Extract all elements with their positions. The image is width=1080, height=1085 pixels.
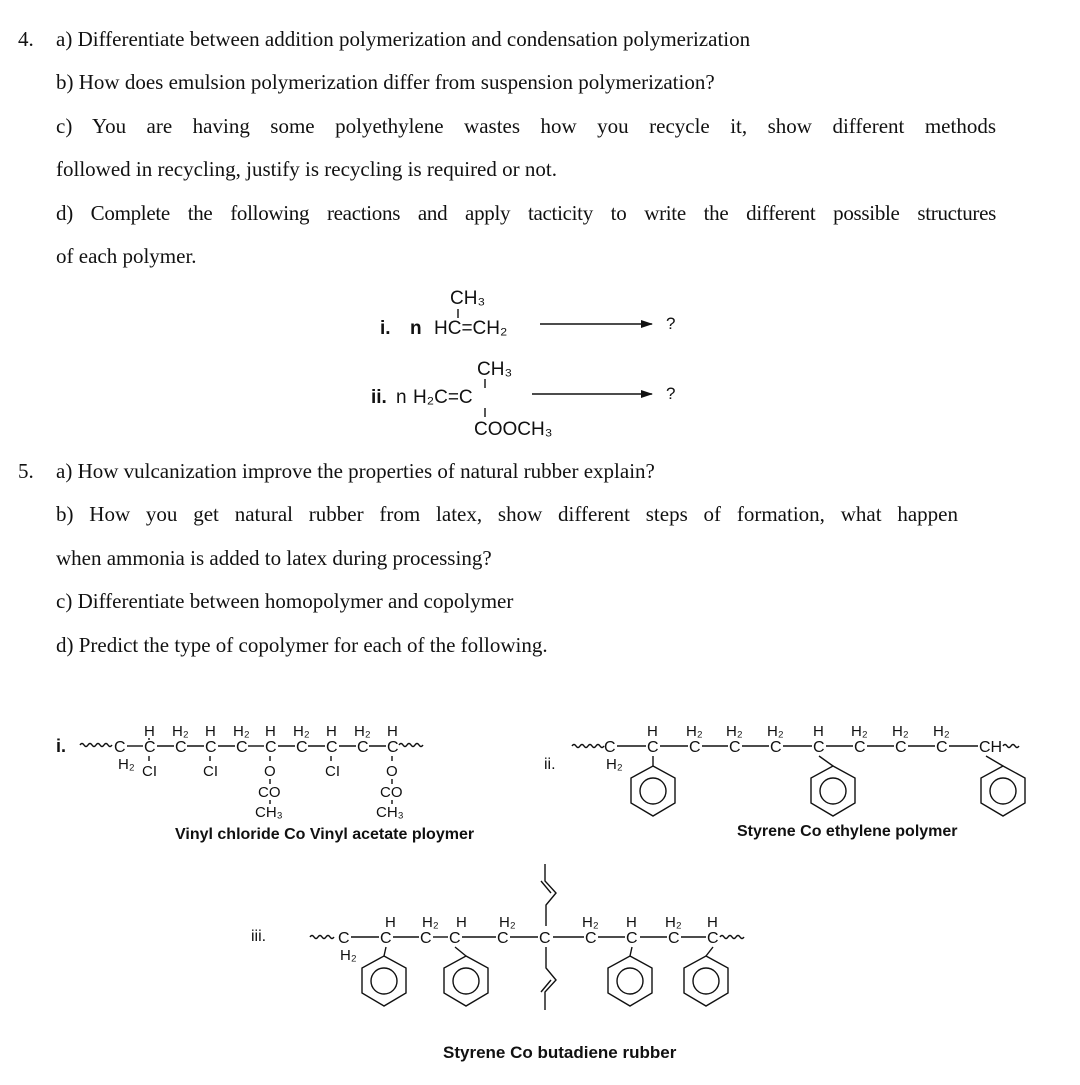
svg-text:CI: CI — [142, 763, 157, 780]
reaction-i-n: n — [410, 318, 422, 339]
svg-text:H: H — [265, 723, 276, 740]
svg-text:H: H — [626, 914, 637, 931]
svg-text:H₂: H₂ — [499, 914, 516, 931]
question-4d-line-1: d) Complete the following reactions and apply tacticity to write the different possible structures — [56, 201, 996, 225]
reaction-i-product: ? — [666, 314, 676, 333]
svg-text:CO: CO — [258, 784, 281, 801]
structure-i-caption: Vinyl chloride Co Vinyl acetate ploymer — [175, 826, 475, 843]
svg-text:C: C — [357, 739, 369, 756]
svg-text:C: C — [326, 739, 338, 756]
reaction-ii-monomer: H₂C=C — [413, 387, 473, 408]
svg-text:C: C — [497, 930, 509, 947]
svg-text:C: C — [265, 739, 277, 756]
svg-text:H: H — [647, 723, 658, 740]
svg-text:CI: CI — [203, 763, 218, 780]
svg-text:H: H — [707, 914, 718, 931]
svg-text:H₂: H₂ — [665, 914, 682, 931]
question-4-number: 4. — [18, 27, 34, 51]
svg-text:C: C — [420, 930, 432, 947]
svg-text:C: C — [626, 930, 638, 947]
svg-text:H₂: H₂ — [933, 723, 950, 740]
structure-iii-caption: Styrene Co butadiene rubber — [443, 1043, 677, 1062]
svg-text:H: H — [456, 914, 467, 931]
question-4d-line-2: of each polymer. — [56, 244, 197, 268]
svg-text:H₂: H₂ — [293, 723, 310, 740]
svg-text:H: H — [205, 723, 216, 740]
question-5b-line-2: when ammonia is added to latex during processing? — [56, 546, 492, 570]
svg-text:H₂: H₂ — [422, 914, 439, 931]
reaction-ii-label: ii. — [371, 387, 387, 408]
svg-text:C: C — [668, 930, 680, 947]
svg-text:H₂: H₂ — [340, 947, 357, 964]
svg-text:C: C — [813, 739, 825, 756]
svg-text:H₂: H₂ — [851, 723, 868, 740]
question-4a-text: a) Differentiate between addition polymerization and condensation polymerization — [56, 27, 751, 51]
svg-text:C: C — [936, 739, 948, 756]
svg-text:C: C — [387, 739, 399, 756]
reaction-ii-n: n — [396, 387, 407, 408]
svg-text:C: C — [380, 930, 392, 947]
reaction-i-monomer: HC=CH₂ — [434, 318, 508, 339]
svg-text:H₂: H₂ — [726, 723, 743, 740]
svg-text:C: C — [729, 739, 741, 756]
structure-ii-label: ii. — [544, 756, 556, 773]
svg-text:C: C — [205, 739, 217, 756]
reaction-ii-methyl: CH₃ — [477, 359, 513, 380]
reaction-ii — [371, 359, 675, 440]
svg-text:C: C — [854, 739, 866, 756]
reaction-i — [380, 288, 675, 339]
structure-i — [56, 723, 474, 843]
svg-text:H₂: H₂ — [582, 914, 599, 931]
question-4c-line-1: c) You are having some polyethylene wastes how you recycle it, show different methods — [56, 114, 996, 138]
svg-text:C: C — [296, 739, 308, 756]
question-5d-text: d) Predict the type of copolymer for each of the following. — [56, 633, 548, 657]
structure-iii — [251, 864, 744, 1062]
structure-iii-label: iii. — [251, 928, 267, 945]
svg-text:H: H — [144, 723, 155, 740]
svg-text:C: C — [449, 930, 461, 947]
svg-text:C: C — [770, 739, 782, 756]
question-5a-text: a) How vulcanization improve the properties of natural rubber explain? — [56, 459, 655, 483]
question-5c-text: c) Differentiate between homopolymer and copolymer — [56, 589, 514, 613]
svg-text:H₂: H₂ — [233, 723, 250, 740]
svg-text:C: C — [647, 739, 659, 756]
svg-text:CH₃: CH₃ — [376, 804, 404, 821]
svg-text:CO: CO — [380, 784, 403, 801]
svg-text:O: O — [386, 763, 398, 780]
svg-text:O: O — [264, 763, 276, 780]
svg-text:CH₃: CH₃ — [255, 804, 283, 821]
structure-i-label: i. — [56, 736, 67, 756]
question-4b-text: b) How does emulsion polymerization differ from suspension polymerization? — [56, 70, 715, 94]
svg-text:H: H — [387, 723, 398, 740]
svg-text:C: C — [114, 739, 126, 756]
question-5b-line-1: b) How you get natural rubber from latex, show different steps of formation, what happen — [56, 502, 958, 526]
svg-text:H₂: H₂ — [892, 723, 909, 740]
reaction-i-label: i. — [380, 318, 391, 339]
svg-text:H₂: H₂ — [686, 723, 703, 740]
svg-text:C: C — [707, 930, 719, 947]
svg-text:CH: CH — [979, 739, 1003, 756]
svg-text:C: C — [236, 739, 248, 756]
structure-ii — [544, 723, 1025, 840]
svg-text:CI: CI — [325, 763, 340, 780]
svg-text:C: C — [689, 739, 701, 756]
svg-text:H₂: H₂ — [118, 756, 135, 773]
svg-text:C: C — [604, 739, 616, 756]
svg-text:H: H — [326, 723, 337, 740]
svg-text:C: C — [895, 739, 907, 756]
svg-text:C: C — [585, 930, 597, 947]
svg-text:C: C — [338, 930, 350, 947]
structure-ii-caption: Styrene Co ethylene polymer — [737, 823, 958, 840]
svg-text:H₂: H₂ — [354, 723, 371, 740]
svg-text:C: C — [539, 930, 551, 947]
svg-text:C: C — [175, 739, 187, 756]
svg-text:H₂: H₂ — [767, 723, 784, 740]
svg-text:H₂: H₂ — [606, 756, 623, 773]
svg-text:H: H — [813, 723, 824, 740]
reaction-i-methyl: CH₃ — [450, 288, 486, 309]
svg-text:H: H — [385, 914, 396, 931]
reaction-ii-product: ? — [666, 384, 676, 403]
question-4c-line-2: followed in recycling, justify is recycling is required or not. — [56, 157, 557, 181]
reaction-ii-ester: COOCH₃ — [474, 419, 553, 440]
svg-text:C: C — [144, 739, 156, 756]
question-5-number: 5. — [18, 459, 34, 483]
svg-text:H₂: H₂ — [172, 723, 189, 740]
